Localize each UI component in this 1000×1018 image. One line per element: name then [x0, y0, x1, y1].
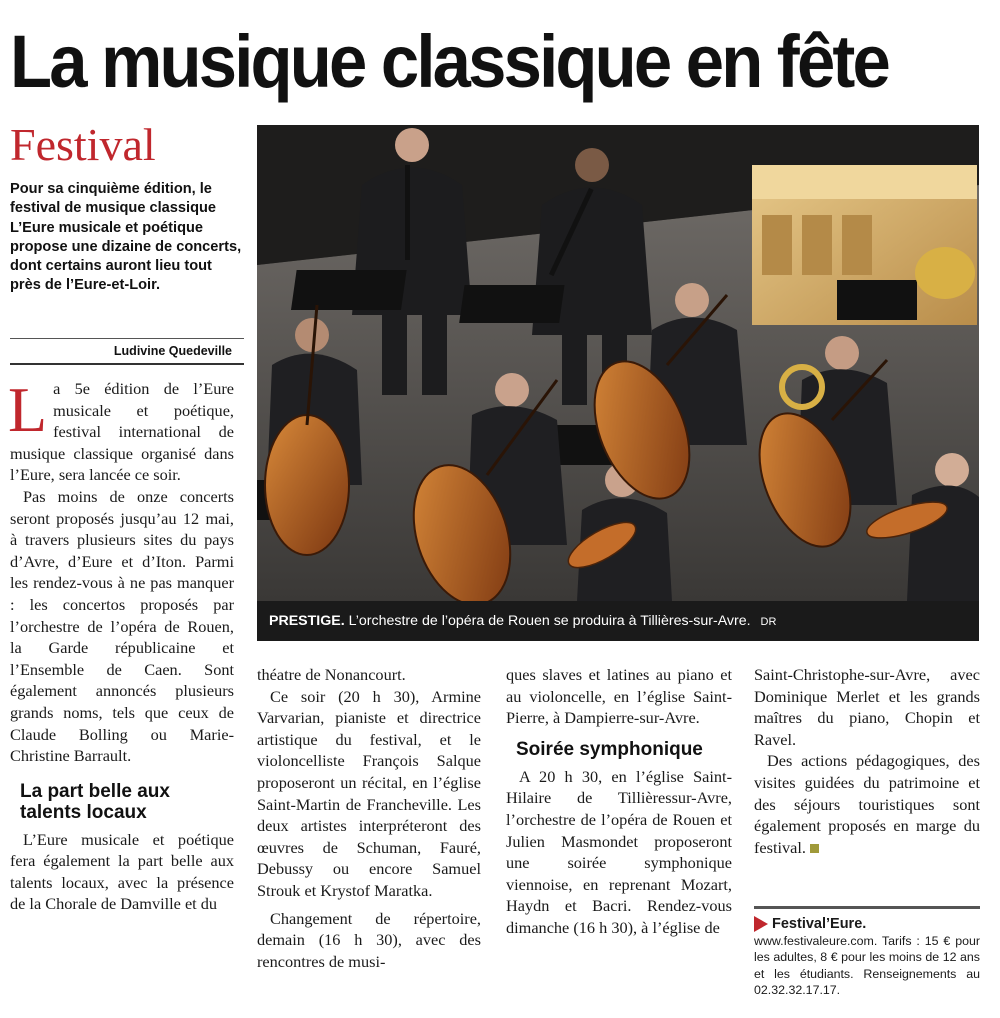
photo-credit: DR — [760, 616, 777, 628]
paragraph-7 — [754, 750, 980, 858]
article-column-4 — [754, 664, 980, 858]
headline: La musique classique en fête — [10, 20, 889, 103]
paragraph-1-text: a 5e édition de l’Eure musicale et poétique, festival international de musique classique organisé dans l’Eure, sera lancée ce soir. — [10, 379, 234, 485]
paragraph-6b: Saint-Christophe-sur-Avre, avec Dominique Merlet et les grands maîtres du piano, Chopin et Ravel. — [754, 665, 980, 749]
info-box-title-row — [754, 915, 980, 933]
photo-caption — [257, 601, 979, 641]
info-box-title: Festival’Eure. — [772, 916, 867, 932]
caption-label: PRESTIGE. — [269, 613, 345, 629]
orchestra-photo-illustration — [257, 125, 979, 601]
caption-text: L’orchestre de l’opéra de Rouen se produira à Tillières-sur-Avre. — [348, 613, 751, 629]
lead-paragraph: Pour sa cinquième édition, le festival de musique classique L’Eure musicale et poétique propose une dizaine de concerts, dont certains auront lieu tout près de l’Eure-et-Loir. — [10, 181, 242, 294]
subhead-talents-locaux: La part belle aux talents locaux — [20, 780, 170, 823]
section-kicker: Festival — [10, 119, 156, 170]
paragraph-5b: ques slaves et latines au piano et au violoncelle, en l’église Saint-Pierre, à Dampierre-sur-Avre. — [506, 665, 732, 728]
arrow-icon — [754, 916, 768, 932]
paragraph-7-text: Des actions pédagogiques, des visites guidées du patrimoine et des séjours touristiques sont également proposés en marge du festival. — [754, 751, 980, 857]
byline: Ludivine Quedeville — [10, 338, 244, 365]
article-column-3 — [506, 664, 732, 939]
paragraph-3a: L’Eure musicale et poétique fera également la part belle aux talents locaux, avec la présence de la Chorale de Damville et du — [10, 829, 234, 914]
end-mark-icon — [810, 844, 819, 853]
info-box — [754, 906, 980, 999]
info-box-text: www.festivaleure.com. Tarifs : 15 € pour les adultes, 8 € pour les moins de 12 ans et les étudiants. Renseignements au 02.32.32.17.17. — [754, 934, 980, 998]
paragraph-4: Ce soir (20 h 30), Armine Varvarian, pianiste et directrice artistique du festival, et le violoncelliste François Salque proposeront un récital, en l’église Saint-Martin de Francheville. Les deux artistes interpréteront des œuvres de Schuman, Fauré, Debussy ou encore Samuel Strouk et Krystof Maratka. — [257, 686, 481, 900]
subhead-soiree-symphonique: Soirée symphonique — [516, 738, 703, 760]
dropcap: L — [8, 374, 48, 445]
paragraph-1 — [8, 374, 234, 486]
paragraph-5a: Changement de répertoire, demain (16 h 30), avec des rencontres de musi- — [257, 908, 481, 971]
orchestra-photo — [257, 125, 979, 601]
paragraph-2: Pas moins de onze concerts seront proposés jusqu’au 12 mai, à travers plusieurs sites du pays d’Avre, d’Eure et d’Iton. Parmi les rendez-vous à ne pas manquer : les concertos proposés par l’orchestre de l’opéra de Rouen, la Garde républicaine et l’Ensemble de Caen. Sont également annoncés plusieurs grands noms, tels que ceux de Claude Bolling ou Marie-Christine Barrault. — [10, 486, 234, 766]
paragraph-6a: A 20 h 30, en l’église Saint-Hilaire de Tillièressur-Avre, l’orchestre de l’opéra de Rouen et Julien Masmondet proposeront une soirée symphonique viennoise, en reprenant Mozart, Haydn et Bacri. Rendez-vous dimanche (16 h 30), à l’église de — [506, 766, 732, 937]
paragraph-3b: théatre de Nonancourt. — [257, 665, 406, 684]
article-column-1 — [8, 374, 234, 915]
article-column-2 — [257, 664, 481, 972]
